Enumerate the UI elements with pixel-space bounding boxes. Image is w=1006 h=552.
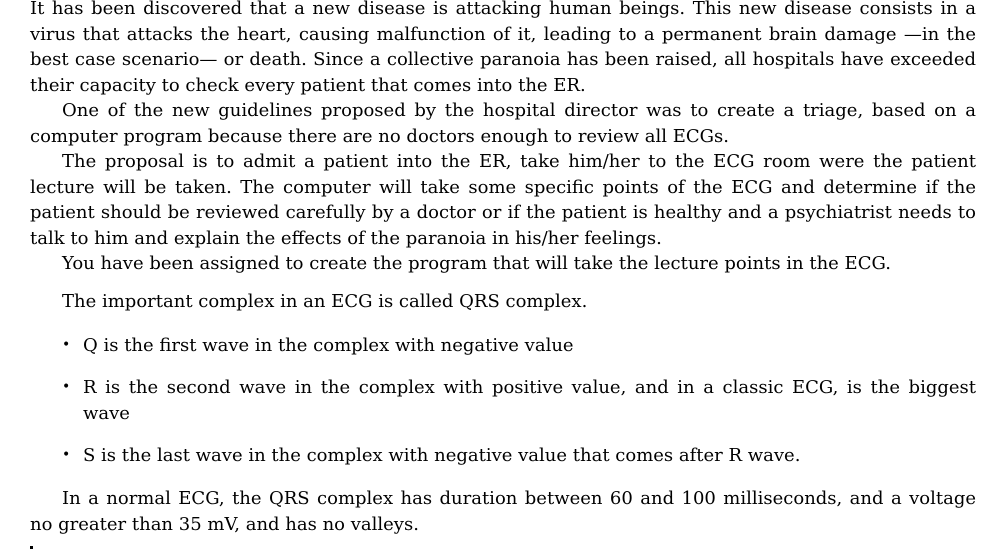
guidelines-paragraph: One of the new guidelines proposed by the hospital director was to create a triage, based on a computer program because there are no doctors enough to review all ECGs. — [30, 100, 976, 147]
bullet-icon: • — [62, 379, 71, 395]
list-item-text: Q is the first wave in the complex with negative value — [83, 335, 574, 356]
normal-ecg-paragraph: In a normal ECG, the QRS complex has duration between 60 and 100 milliseconds, and a voltage no greater than 35 mV, and has no valleys. — [30, 488, 976, 535]
document-body — [30, 0, 976, 537]
list-item-text: R is the second wave in the complex with positive value, and in a classic ECG, is the biggest wave — [83, 377, 976, 424]
proposal-paragraph: The proposal is to admit a patient into the ER, take him/her to the ECG room were the patient lecture will be taken. The computer will take some specific points of the ECG and determine if the patient should be reviewed carefully by a doctor or if the patient is healthy and a psychiatrist needs to talk to him and explain the effects of the paranoia in his/her feelings. — [30, 151, 976, 249]
list-item-text: S is the last wave in the complex with negative value that comes after R wave. — [83, 444, 801, 466]
stray-mark — [30, 546, 33, 549]
list-item-s-wave — [30, 443, 976, 469]
list-item-r-wave — [30, 375, 976, 426]
list-item-q-wave — [30, 333, 976, 359]
bullet-icon: • — [62, 446, 71, 463]
intro-paragraph: It has been discovered that a new disease is attacking human beings. This new disease consists in a virus that attacks the heart, causing malfunction of it, leading to a permanent brain damage —in the best case scenario— or death. Since a collective paranoia has been raised, all hospitals have exceeded their capacity to check every patient that comes into the ER. — [30, 0, 976, 96]
bullet-icon: • — [62, 337, 71, 353]
qrs-intro-paragraph: The important complex in an ECG is called QRS complex. — [62, 290, 588, 312]
assignment-paragraph: You have been assigned to create the program that will take the lecture points in the ECG. — [62, 253, 891, 274]
wave-definition-list — [30, 333, 976, 468]
